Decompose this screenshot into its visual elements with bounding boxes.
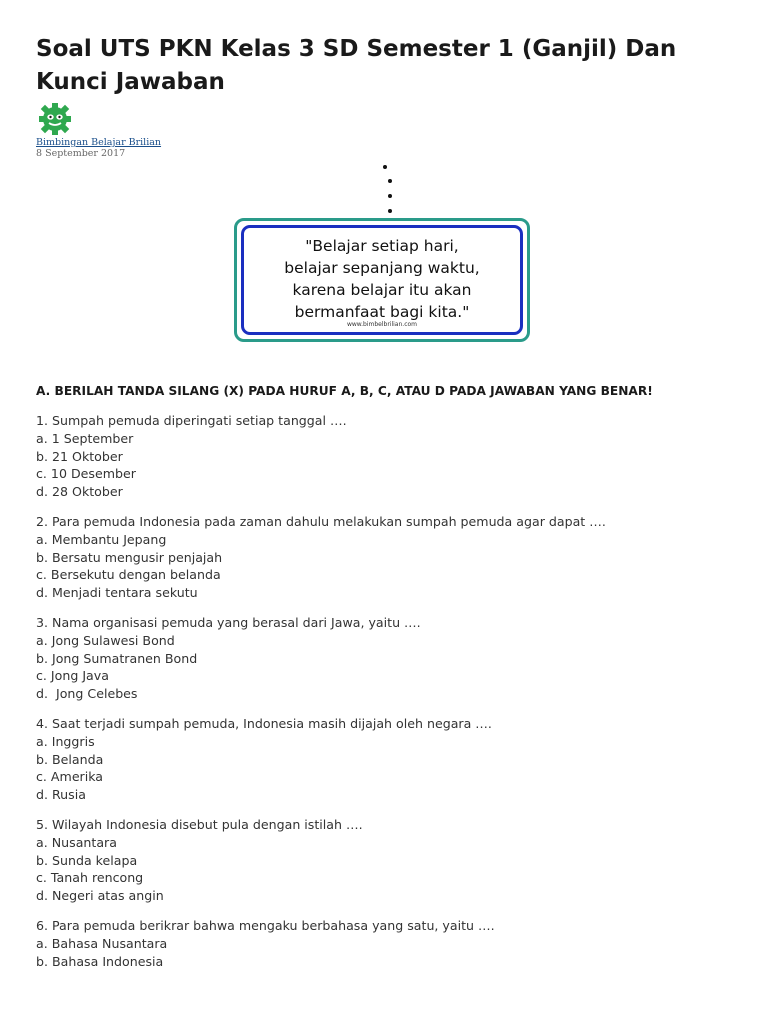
answer-option-a: a. Nusantara	[36, 834, 117, 850]
article-body	[36, 382, 736, 982]
answer-option-c: c. Amerika	[36, 769, 104, 785]
question-6	[36, 917, 736, 970]
answer-option-c: c. Bersekutu dengan belanda	[36, 567, 221, 583]
quote-watermark-url: www.bimbelbrilian.com	[346, 321, 418, 328]
answer-option-d: d. 28 Oktober	[36, 484, 123, 500]
answer-option-b: b. Bahasa Indonesia	[36, 953, 164, 969]
answer-option-d: d. Rusia	[36, 787, 86, 803]
section-heading: A. BERILAH TANDA SILANG (X) PADA HURUF A, B, C, ATAU D PADA JAWABAN YANG BENAR!	[36, 384, 653, 398]
quote-text: "Belajar setiap hari, belajar sepanjang waktu, karena belajar itu akan bermanfaat bagi kita."	[284, 237, 480, 321]
answer-option-b: b. Belanda	[36, 751, 104, 767]
decorative-dot	[383, 165, 387, 169]
answer-option-d: d. Menjadi tentara sekutu	[36, 585, 198, 601]
answer-option-d: d. Negeri atas angin	[36, 888, 164, 904]
answer-option-c: c. Tanah rencong	[36, 870, 144, 886]
green-gear-face-logo-icon[interactable]	[36, 102, 74, 136]
question-text: 6. Para pemuda berikrar bahwa mengaku berbahasa yang satu, yaitu ….	[36, 917, 495, 933]
decorative-dot	[388, 179, 392, 183]
quote-frame-outer	[234, 218, 530, 342]
answer-option-a: a. 1 September	[36, 430, 134, 446]
question-5	[36, 816, 736, 905]
question-text: 3. Nama organisasi pemuda yang berasal dari Jawa, yaitu ….	[36, 614, 421, 630]
question-1	[36, 412, 736, 501]
decorative-dot	[388, 194, 392, 198]
answer-option-a: a. Membantu Jepang	[36, 531, 167, 547]
answer-option-b: b. Sunda kelapa	[36, 852, 138, 868]
question-3	[36, 614, 736, 703]
question-text: 2. Para pemuda Indonesia pada zaman dahulu melakukan sumpah pemuda agar dapat ….	[36, 513, 606, 529]
author-link[interactable]: Bimbingan Belajar Brilian	[36, 137, 162, 148]
answer-option-a: a. Bahasa Nusantara	[36, 935, 168, 951]
question-4	[36, 715, 736, 804]
question-text: 4. Saat terjadi sumpah pemuda, Indonesia masih dijajah oleh negara ….	[36, 715, 492, 731]
answer-option-b: b. 21 Oktober	[36, 448, 123, 464]
answer-option-a: a. Inggris	[36, 733, 95, 749]
answer-option-d: d. Jong Celebes	[36, 686, 138, 702]
quote-frame-inner	[241, 225, 523, 335]
answer-option-c: c. Jong Java	[36, 668, 109, 684]
question-text: 5. Wilayah Indonesia disebut pula dengan istilah ….	[36, 816, 363, 832]
answer-option-b: b. Bersatu mengusir penjajah	[36, 549, 223, 565]
decorative-dot	[388, 209, 392, 213]
question-text: 1. Sumpah pemuda diperingati setiap tanggal ….	[36, 413, 347, 428]
article-title: Soal UTS PKN Kelas 3 SD Semester 1 (Ganjil) Dan Kunci Jawaban	[36, 36, 677, 95]
author-avatar-block[interactable]	[36, 102, 74, 136]
question-2	[36, 513, 736, 602]
answer-option-a: a. Jong Sulawesi Bond	[36, 632, 175, 648]
answer-option-c: c. 10 Desember	[36, 466, 136, 482]
answer-option-b: b. Jong Sumatranen Bond	[36, 650, 198, 666]
quote-image	[232, 158, 536, 350]
post-date: 8 September 2017	[36, 148, 126, 159]
